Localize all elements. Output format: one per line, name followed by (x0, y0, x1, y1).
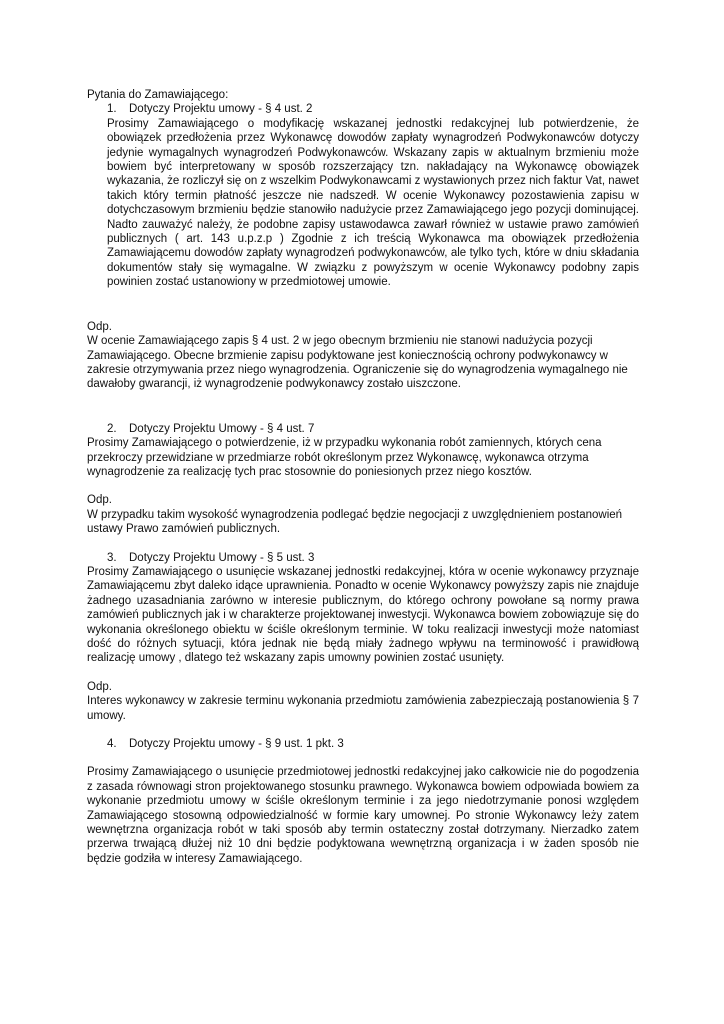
item-heading-text: Dotyczy Projektu Umowy - § 4 ust. 7 (129, 422, 315, 435)
item-heading-4 (87, 737, 639, 751)
question-4: Prosimy Zamawiającego o usunięcie przedmiotowej jednostki redakcyjnej jako całkowicie nie do pogodzenia z zasada równowagi stron projektowanego stosunku prawnego. Wykonawca bowiem odpowiada bowiem za wykonanie przedmiotu umowy w ściśle określonym terminie i za jego niedotrzymanie ponosi względem Zamawiającego stosowną odpowiedzialność w formie kary umownej. Po stronie Wykonawcy leży zatem wewnętrzna organizacja robót w taki sposób aby termin ostateczny został dotrzymany. Nierzadko zatem przerwa trwającą dłużej niż 10 dni będzie podyktowana wewnętrzną organizacja i w żaden sposób nie będzie godziła w interesy Zamawiającego. (87, 766, 639, 865)
answer-2: W przypadku takim wysokość wynagrodzenia podlegać będzie negocjacji z uwzględnieniem postanowień ustawy Prawo zamówień publicznych. (87, 508, 623, 536)
item-number: 2. (107, 422, 117, 435)
answer-1: W ocenie Zamawiającego zapis § 4 ust. 2 w jego obecnym brzmieniu nie stanowi nadużycia pozycji Zamawiającego. Obecne brzmienie zapisu podyktowane jest koniecznością ochrony podwykonawcy w zakresie otrzymywania przez niego wynagrodzenia. Ograniczenie się do wynagrodzenia wymagalnego nie dawałoby gwarancji, iż wynagrodzenie podwykonawcy zostało uiszczone. (87, 335, 628, 391)
item-heading-3 (87, 551, 639, 565)
item-heading-1 (87, 102, 639, 116)
item-number: 4. (107, 738, 117, 751)
item-number: 3. (107, 551, 117, 564)
question-3: Prosimy Zamawiającego o usunięcie wskazanej jednostki redakcyjnej, która w ocenie wykonawcy przyznaje Zamawiającemu zbyt daleko idące uprawnienia. Ponadto w ocenie Wykonawcy powyższy zapis nie znajduje żadnego uzasadniania zarówno w interesie publicznym, do którego ochrony powołane są normy prawa zamówień publicznych jak i w charakterze projektowanej inwestycji. Wykonawca bowiem zobowiązuje się do wykonania określonego obiektu w ściśle określonym terminie. W toku realizacji inwestycji może natomiast dość do różnych sytuacji, która jednak nie będą miały żadnego wpływu na terminowość i prawidłową realizację umowy , dlatego też wskazany zapis umowny powinien zostać usunięty. (87, 565, 639, 665)
answer-label-3: Odp. (87, 680, 112, 693)
answer-label-2: Odp. (87, 494, 112, 507)
answer-3: Interes wykonawcy w zakresie terminu wykonania przedmiotu zamówienia zabezpieczają postanowienia § 7 umowy. (87, 695, 639, 722)
item-heading-text: Dotyczy Projektu umowy - § 9 ust. 1 pkt. 3 (129, 738, 344, 751)
item-number: 1. (107, 103, 117, 116)
item-heading-text: Dotyczy Projektu umowy - § 4 ust. 2 (129, 103, 313, 116)
page-title: Pytania do Zamawiającego: (87, 89, 229, 101)
document-page (87, 88, 639, 866)
item-heading-text: Dotyczy Projektu Umowy - § 5 ust. 3 (129, 551, 315, 564)
item-heading-2 (87, 422, 639, 436)
answer-label-1: Odp. (87, 320, 112, 333)
question-2: Prosimy Zamawiającego o potwierdzenie, iż w przypadku wykonania robót zamiennych, których cena przekroczy przewidziane w przedmiarze robót określonym przez Wykonawcę, wykonawca otrzyma wynagrodzenie za realizację tych prac stosownie do poniesionych przez niego kosztów. (87, 437, 602, 478)
question-1: Prosimy Zamawiającego o modyfikację wskazanej jednostki redakcyjnej lub potwierdzenie, że obowiązek przedłożenia przez Wykonawcę dowodów zapłaty wynagrodzeń Podwykonawców dotyczy jedynie wymagalnych wynagrodzeń Podwykonawców. Wskazany zapis w aktualnym brzmieniu może bowiem być interpretowany w sposób rozszerzający tzn. nakładający na Wykonawcę obowiązek wykazania, że rozliczył się on z wszelkim Podwykonawcami z wystawionych przez nich faktur Vat, nawet takich który termin płatność jeszcze nie nadszedł. W ocenie Wykonawcy pozostawienia zapisu w dotychczasowym brzmieniu będzie stanowiło nadużycie przez Zamawiającego jego pozycji dominującej. Nadto zauważyć należy, że podobne zapisy ustawodawca zawarł również w ustawie prawo zamówień publicznych ( art. 143 u.p.z.p ) Zgodnie z ich treścią Wykonawca ma obowiązek przedłożenia Zamawiającemu dowodów zapłaty wynagrodzeń podwykonawców, ale tylko tych, które w dniu składania dokumentów stały się wymagalne. W związku z powyższym w ocenie Wykonawcy podobny zapis powinien zostać ustanowiony w przedmiotowej umowie. (107, 117, 639, 289)
